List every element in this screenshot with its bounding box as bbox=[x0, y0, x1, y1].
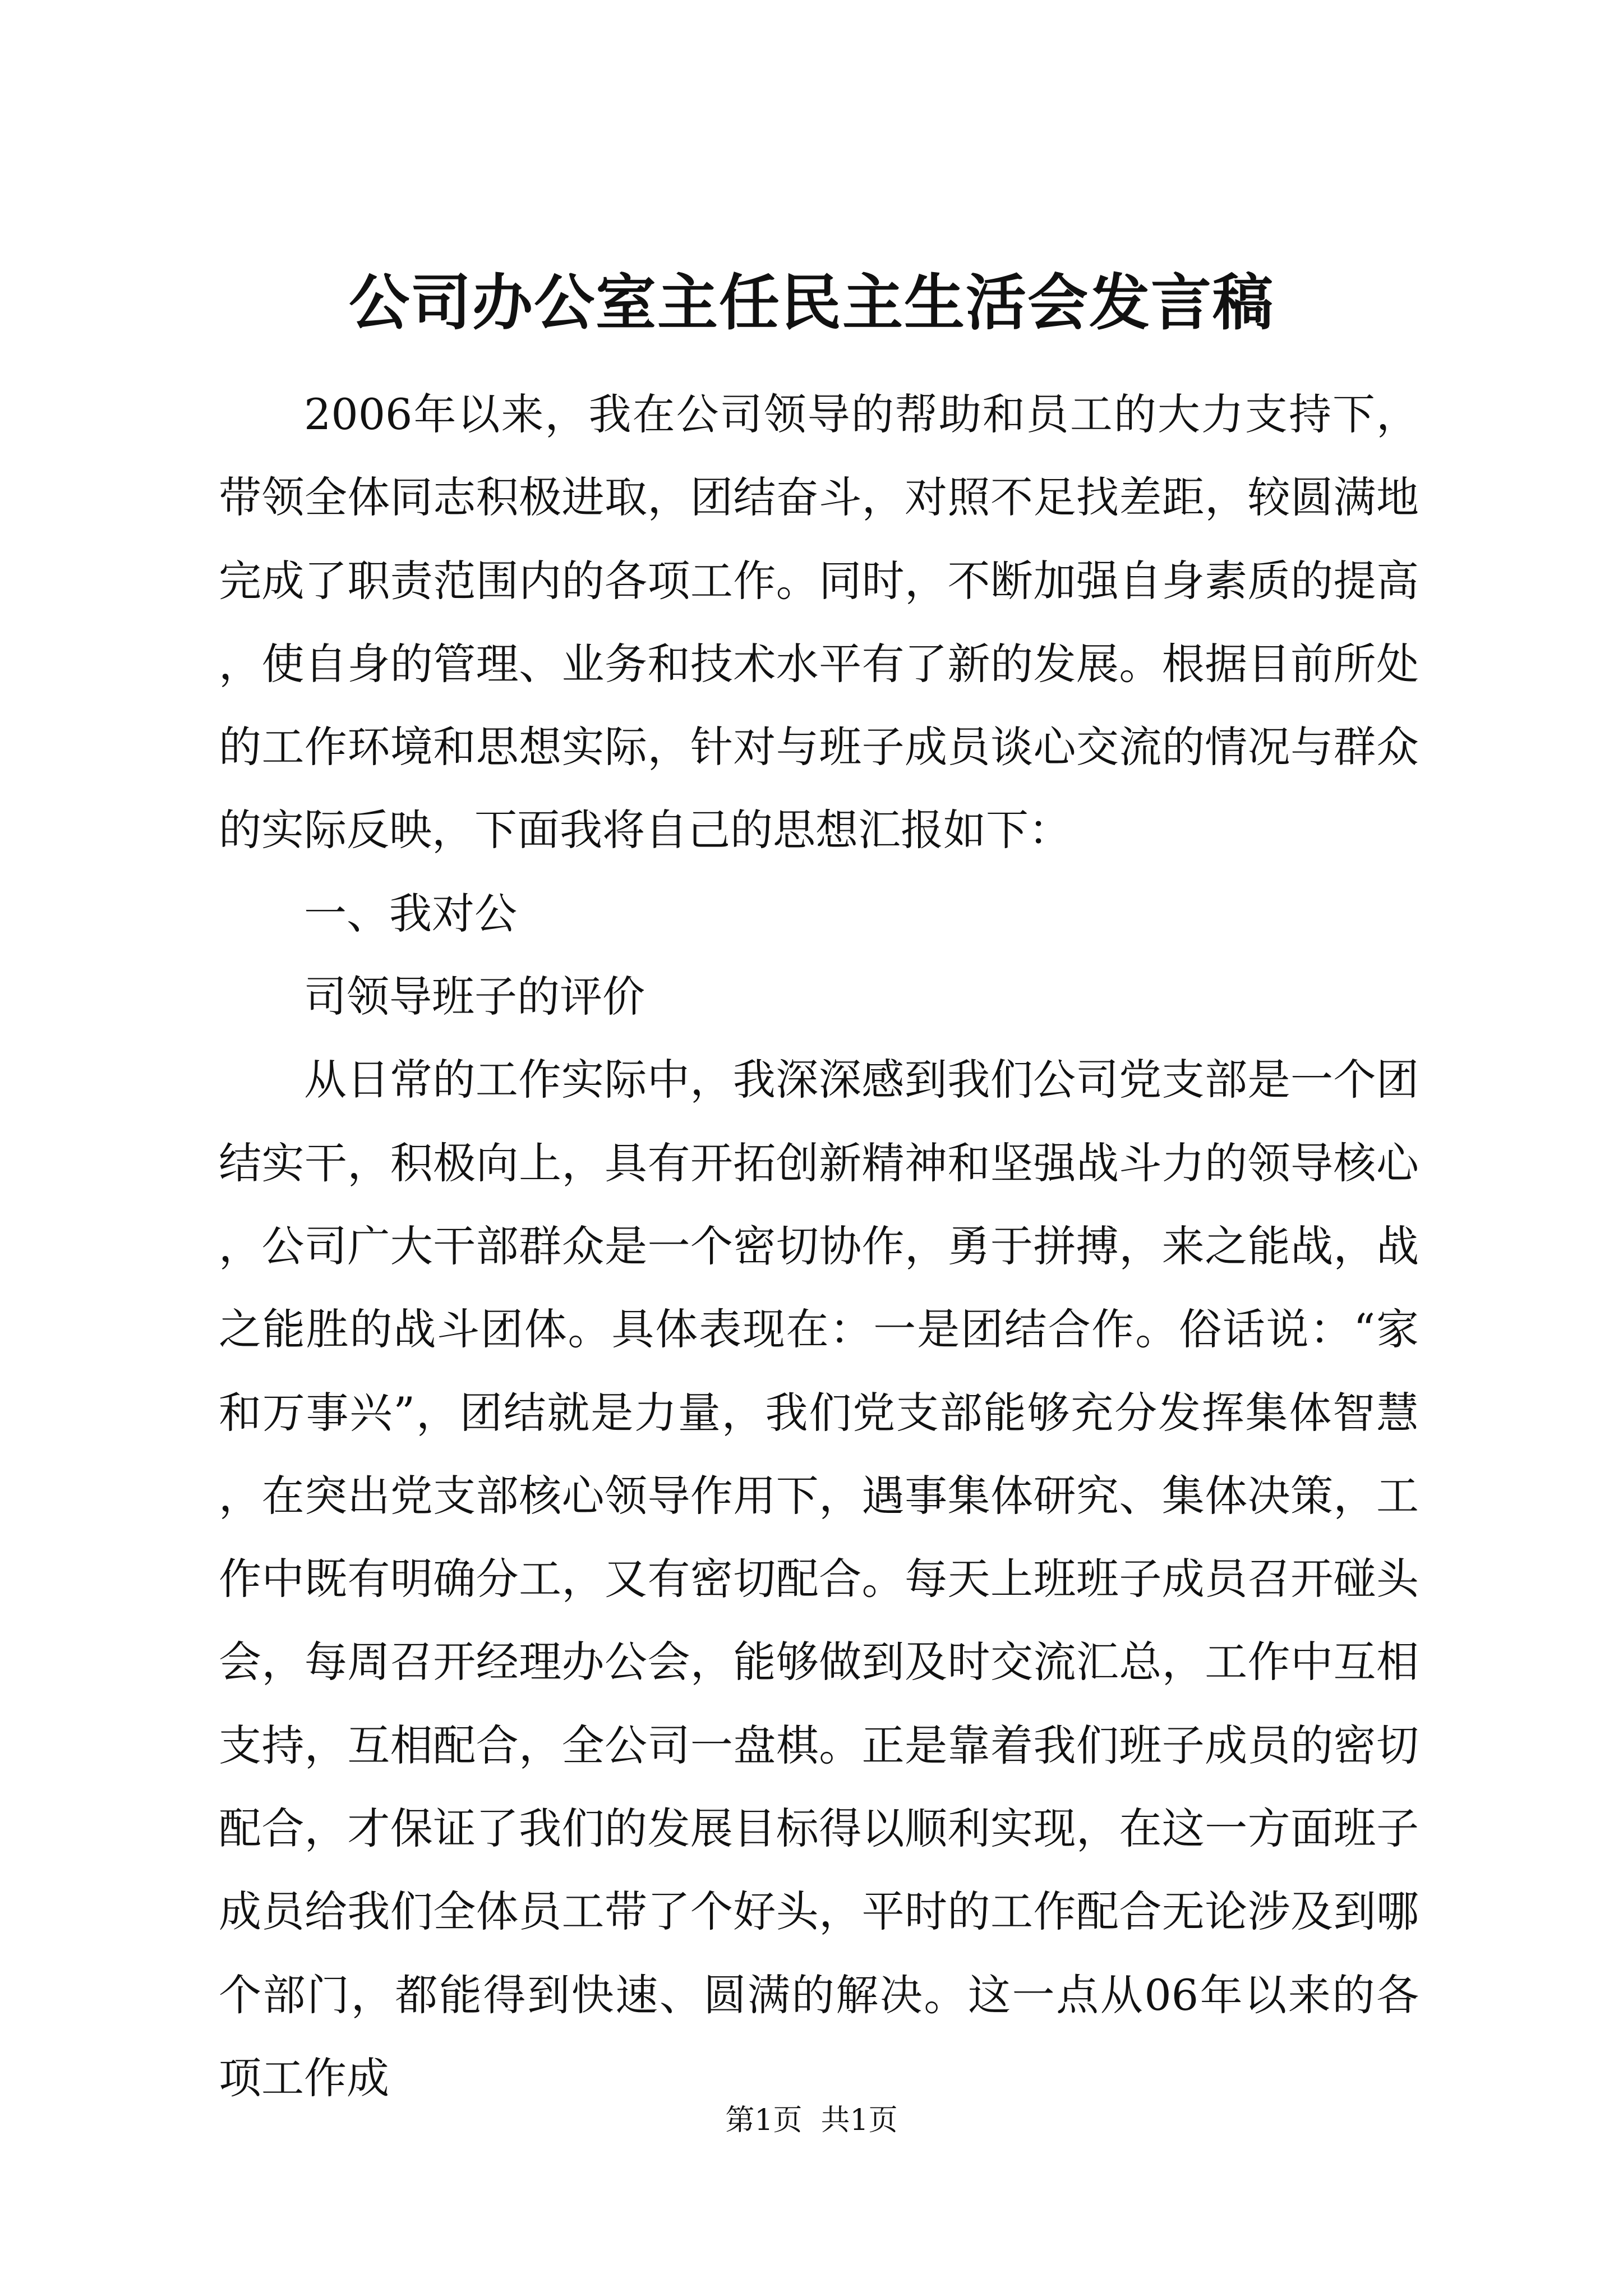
section-heading-part-1: 一、我对公 bbox=[304, 888, 517, 938]
page-footer bbox=[0, 2098, 1623, 2143]
section-heading-part-2: 司领导班子的评价 bbox=[304, 972, 645, 1022]
footer-separator bbox=[802, 2104, 820, 2137]
page-number: 第1页 bbox=[725, 2104, 803, 2137]
paragraph-intro: 2006年以来，我在公司领导的帮助和员工的大力支持下，带领全体同志积极进取，团结奋斗，对照不足找差距，较圆满地完成了职责范围内的各项工作。同时，不断加强自身素质的提高，使自身的管理、业务和技术水平有了新的发展。根据目前所处的工作环境和思想实际，针对与班子成员谈心交流的情况与群众的实际反映，下面我将自己的思想汇报如下： bbox=[219, 389, 1419, 855]
paragraph-evaluation: 从日常的工作实际中，我深深感到我们公司党支部是一个团结实干，积极向上，具有开拓创新精神和坚强战斗力的领导核心，公司广大干部群众是一个密切协作，勇于拼搏，来之能战，战之能胜的战斗团体。具体表现在：一是团结合作。俗话说：“家和万事兴”，团结就是力量，我们党支部能够充分发挥集体智慧，在突出党支部核心领导作用下，遇事集体研究、集体决策，工作中既有明确分工，又有密切配合。每天上班班子成员召开碰头会，每周召开经理办公会，能够做到及时交流汇总，工作中互相支持，互相配合，全公司一盘棋。正是靠着我们班子成员的密切配合，才保证了我们的发展目标得以顺利实现，在这一方面班子成员给我们全体员工带了个好头，平时的工作配合无论涉及到哪个部门，都能得到快速、圆满的解决。这一点从06年以来的各项工作成 bbox=[219, 1055, 1419, 2103]
page-total: 共1页 bbox=[820, 2104, 898, 2137]
document-body bbox=[219, 373, 1419, 2120]
document-title: 公司办公室主任民主生活会发言稿 bbox=[348, 268, 1274, 338]
